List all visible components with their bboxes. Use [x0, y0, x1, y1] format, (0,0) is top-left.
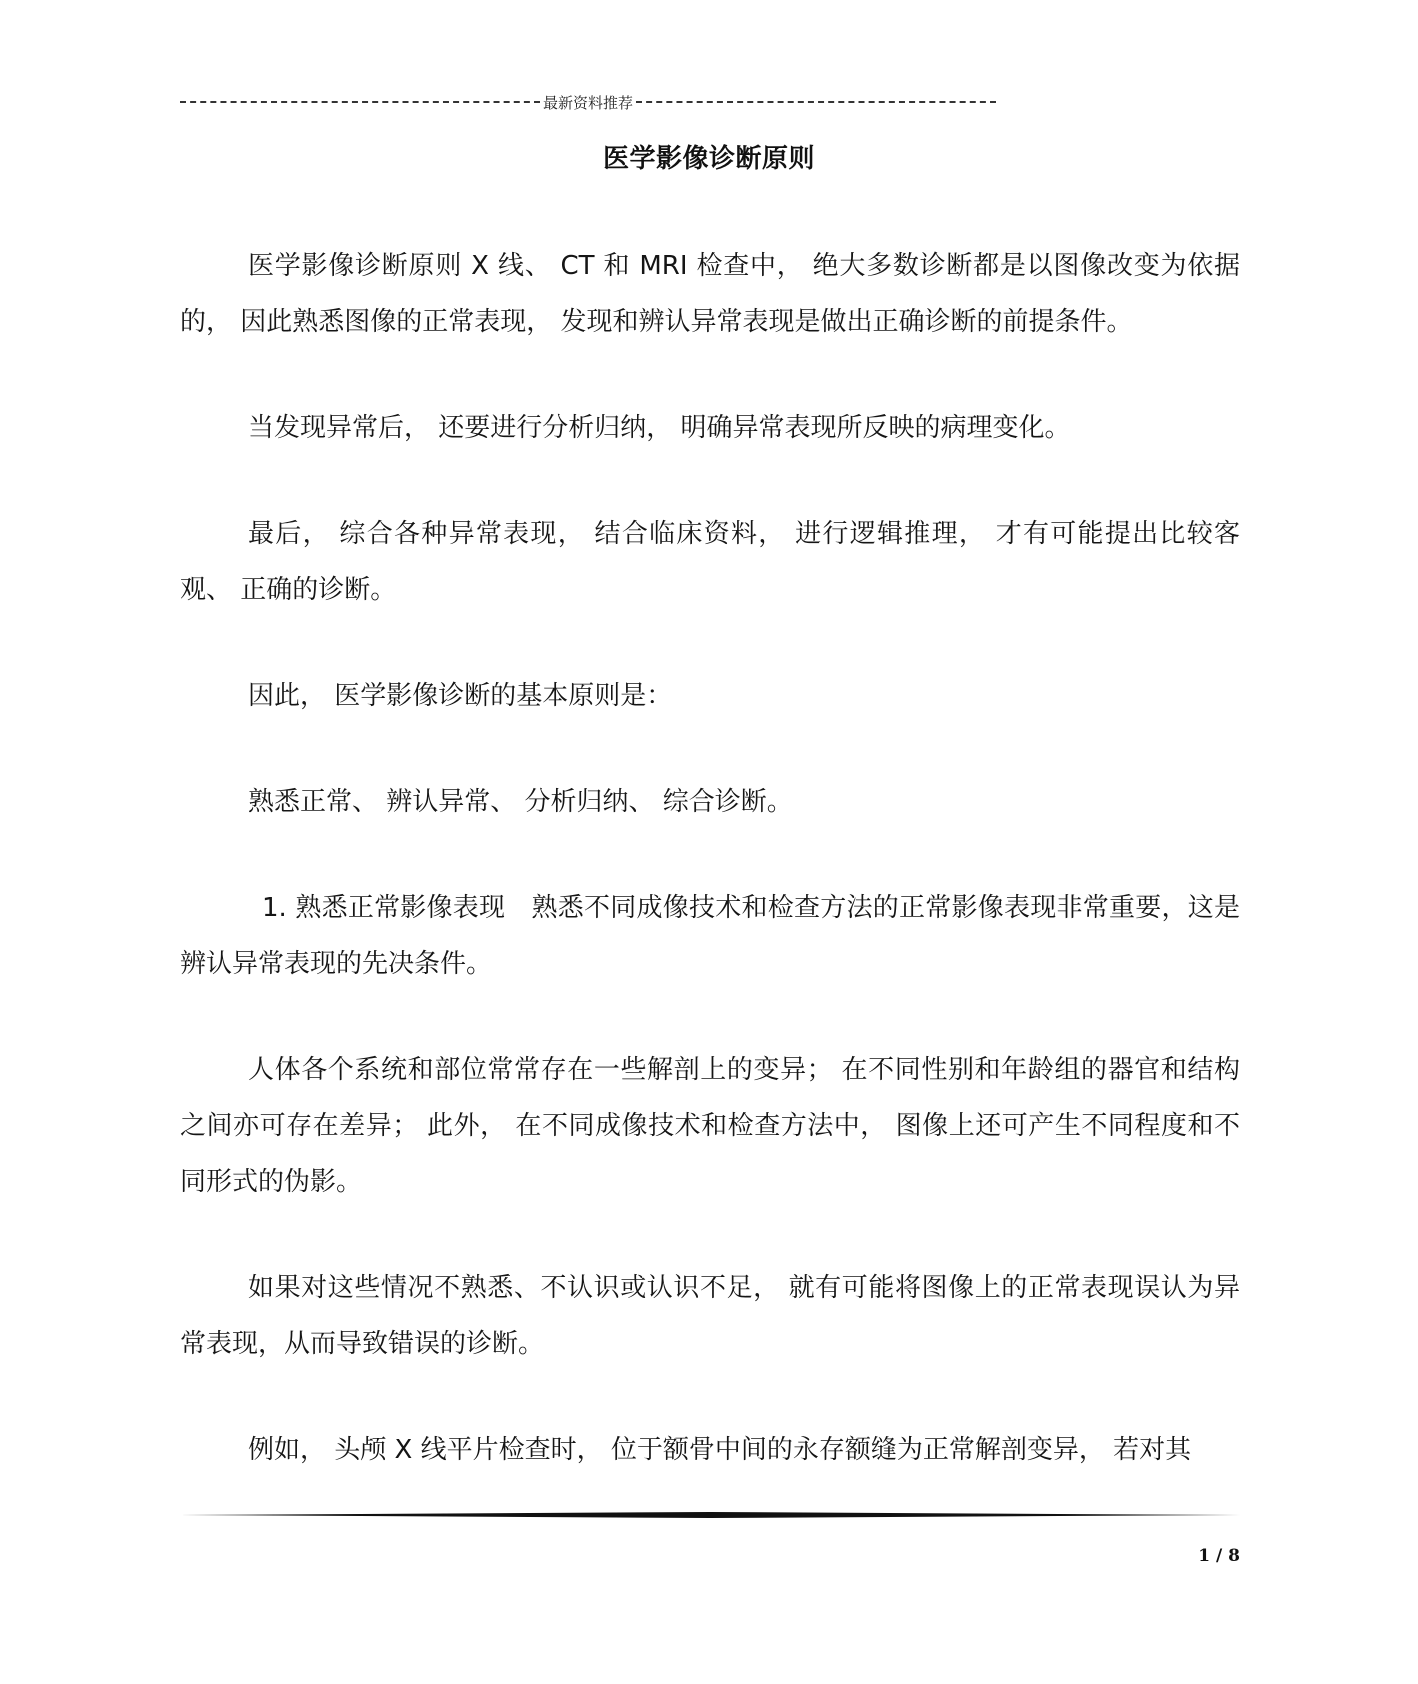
numbered-paragraph: 1. 熟悉正常影像表现 熟悉不同成像技术和检查方法的正常影像表现非常重要，这是辨认异常表现的先决条件。	[180, 893, 1240, 979]
page-header	[180, 90, 996, 114]
paragraph: 最后， 综合各种异常表现， 结合临床资料， 进行逻辑推理， 才有可能提出比较客观、 正确的诊断。	[180, 519, 1240, 605]
paragraph: 人体各个系统和部位常常存在一些解剖上的变异； 在不同性别和年龄组的器官和结构之间亦可存在差异； 此外， 在不同成像技术和检查方法中， 图像上还可产生不同程度和不同形式的伪影。	[180, 1055, 1240, 1197]
document-body	[180, 238, 1240, 1528]
page-number: 1 / 8	[1198, 1546, 1240, 1566]
paragraph: 例如， 头颅 X 线平片检查时， 位于额骨中间的永存额缝为正常解剖变异， 若对其	[248, 1435, 1192, 1465]
paragraph: 当发现异常后， 还要进行分析归纳， 明确异常表现所反映的病理变化。	[248, 413, 1071, 443]
paragraph: 如果对这些情况不熟悉、不认识或认识不足， 就有可能将图像上的正常表现误认为异常表现，从而导致错误的诊断。	[180, 1273, 1240, 1359]
footer-rule	[180, 1512, 1240, 1518]
footer-rule-line	[180, 1512, 1240, 1518]
paragraph: 熟悉正常、 辨认异常、 分析归纳、 综合诊断。	[248, 787, 793, 817]
paragraph: 因此， 医学影像诊断的基本原则是：	[248, 681, 673, 711]
header-dash-right	[636, 101, 996, 103]
document-title: 医学影像诊断原则	[602, 144, 815, 174]
header-dash-left	[180, 101, 540, 103]
header-label: 最新资料推荐	[543, 93, 634, 112]
paragraph: 医学影像诊断原则 X 线、 CT 和 MRI 检查中， 绝大多数诊断都是以图像改变为依据的， 因此熟悉图像的正常表现， 发现和辨认异常表现是做出正确诊断的前提条件。	[180, 251, 1240, 337]
